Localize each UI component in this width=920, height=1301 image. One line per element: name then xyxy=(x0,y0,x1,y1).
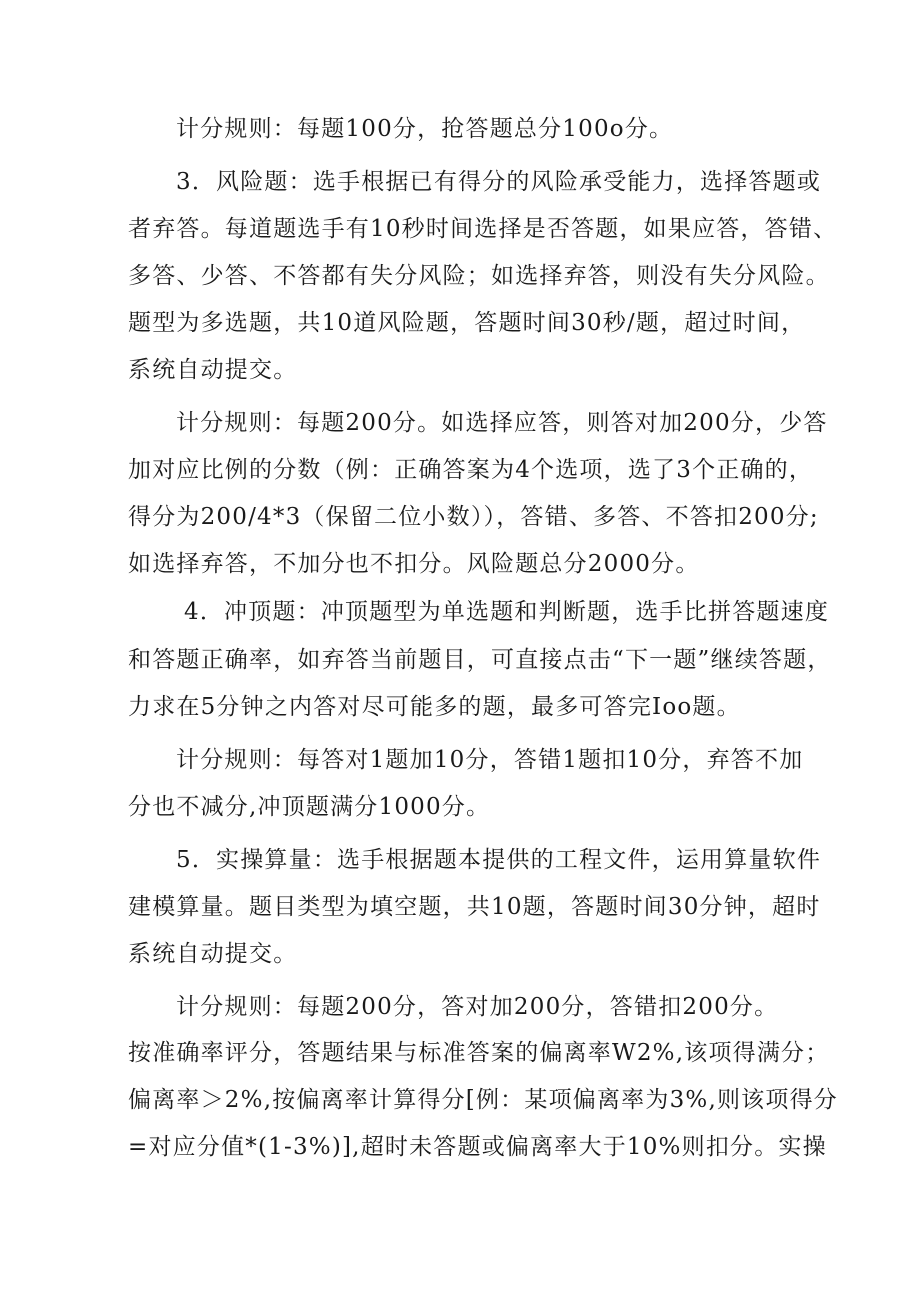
paragraph-line: 如选择弃答，不加分也不扣分。风险题总分2000分。 xyxy=(128,551,700,577)
paragraph-line: 多答、少答、不答都有失分风险；如选择弃答，则没有失分风险。 xyxy=(128,263,830,289)
paragraph-line: 得分为200/4*3（保留二位小数）），答错、多答、不答扣200分; xyxy=(128,504,819,530)
paragraph-line: 者弃答。每道题选手有10秒时间选择是否答题，如果应答，答错、 xyxy=(128,216,838,242)
section-heading-practical: 5．实操算量：选手根据题本提供的工程文件，运用算量软件 xyxy=(176,847,822,873)
paragraph-line: 和答题正确率，如弃答当前题目，可直接点击“下一题”继续答题， xyxy=(128,647,832,673)
paragraph-line: 加对应比例的分数（例：正确答案为4个选项，选了3个正确的， xyxy=(128,457,814,483)
paragraph-line: 偏离率＞2%,按偏离率计算得分[例：某项偏离率为3%,则该项得分 xyxy=(128,1087,838,1113)
paragraph-line: 题型为多选题，共10道风险题，答题时间30秒/题，超过时间， xyxy=(128,310,806,336)
paragraph-line: 系统自动提交。 xyxy=(128,941,298,967)
section-heading-risk: 3．风险题：选手根据已有得分的风险承受能力，选择答题或 xyxy=(176,169,822,195)
section-heading-final: 4．冲顶题：冲顶题型为单选题和判断题，选手比拼答题速度 xyxy=(184,599,830,625)
scoring-rule-line: 计分规则：每答对1题加10分，答错1题扣10分，弃答不加 xyxy=(176,747,804,773)
paragraph-line: =对应分值*(1-3%)],超时未答题或偏离率大于10%则扣分。实操 xyxy=(128,1134,827,1160)
scoring-rule-line: 计分规则：每题200分。如选择应答，则答对加200分，少答 xyxy=(176,410,828,436)
paragraph-line: 建模算量。题目类型为填空题，共10题，答题时间30分钟，超时 xyxy=(128,894,821,920)
scoring-rule-line: 计分规则：每题200分，答对加200分，答错扣200分。 xyxy=(176,994,779,1020)
scoring-rule-line: 计分规则：每题100分，抢答题总分100o分。 xyxy=(176,116,674,142)
paragraph-line: 分也不减分,冲顶题满分1000分。 xyxy=(128,794,491,820)
paragraph-line: 力求在5分钟之内答对尽可能多的题，最多可答完Ioo题。 xyxy=(128,694,741,720)
paragraph-line: 按准确率评分，答题结果与标准答案的偏离率W2%,该项得满分； xyxy=(128,1040,830,1066)
paragraph-line: 系统自动提交。 xyxy=(128,357,298,383)
